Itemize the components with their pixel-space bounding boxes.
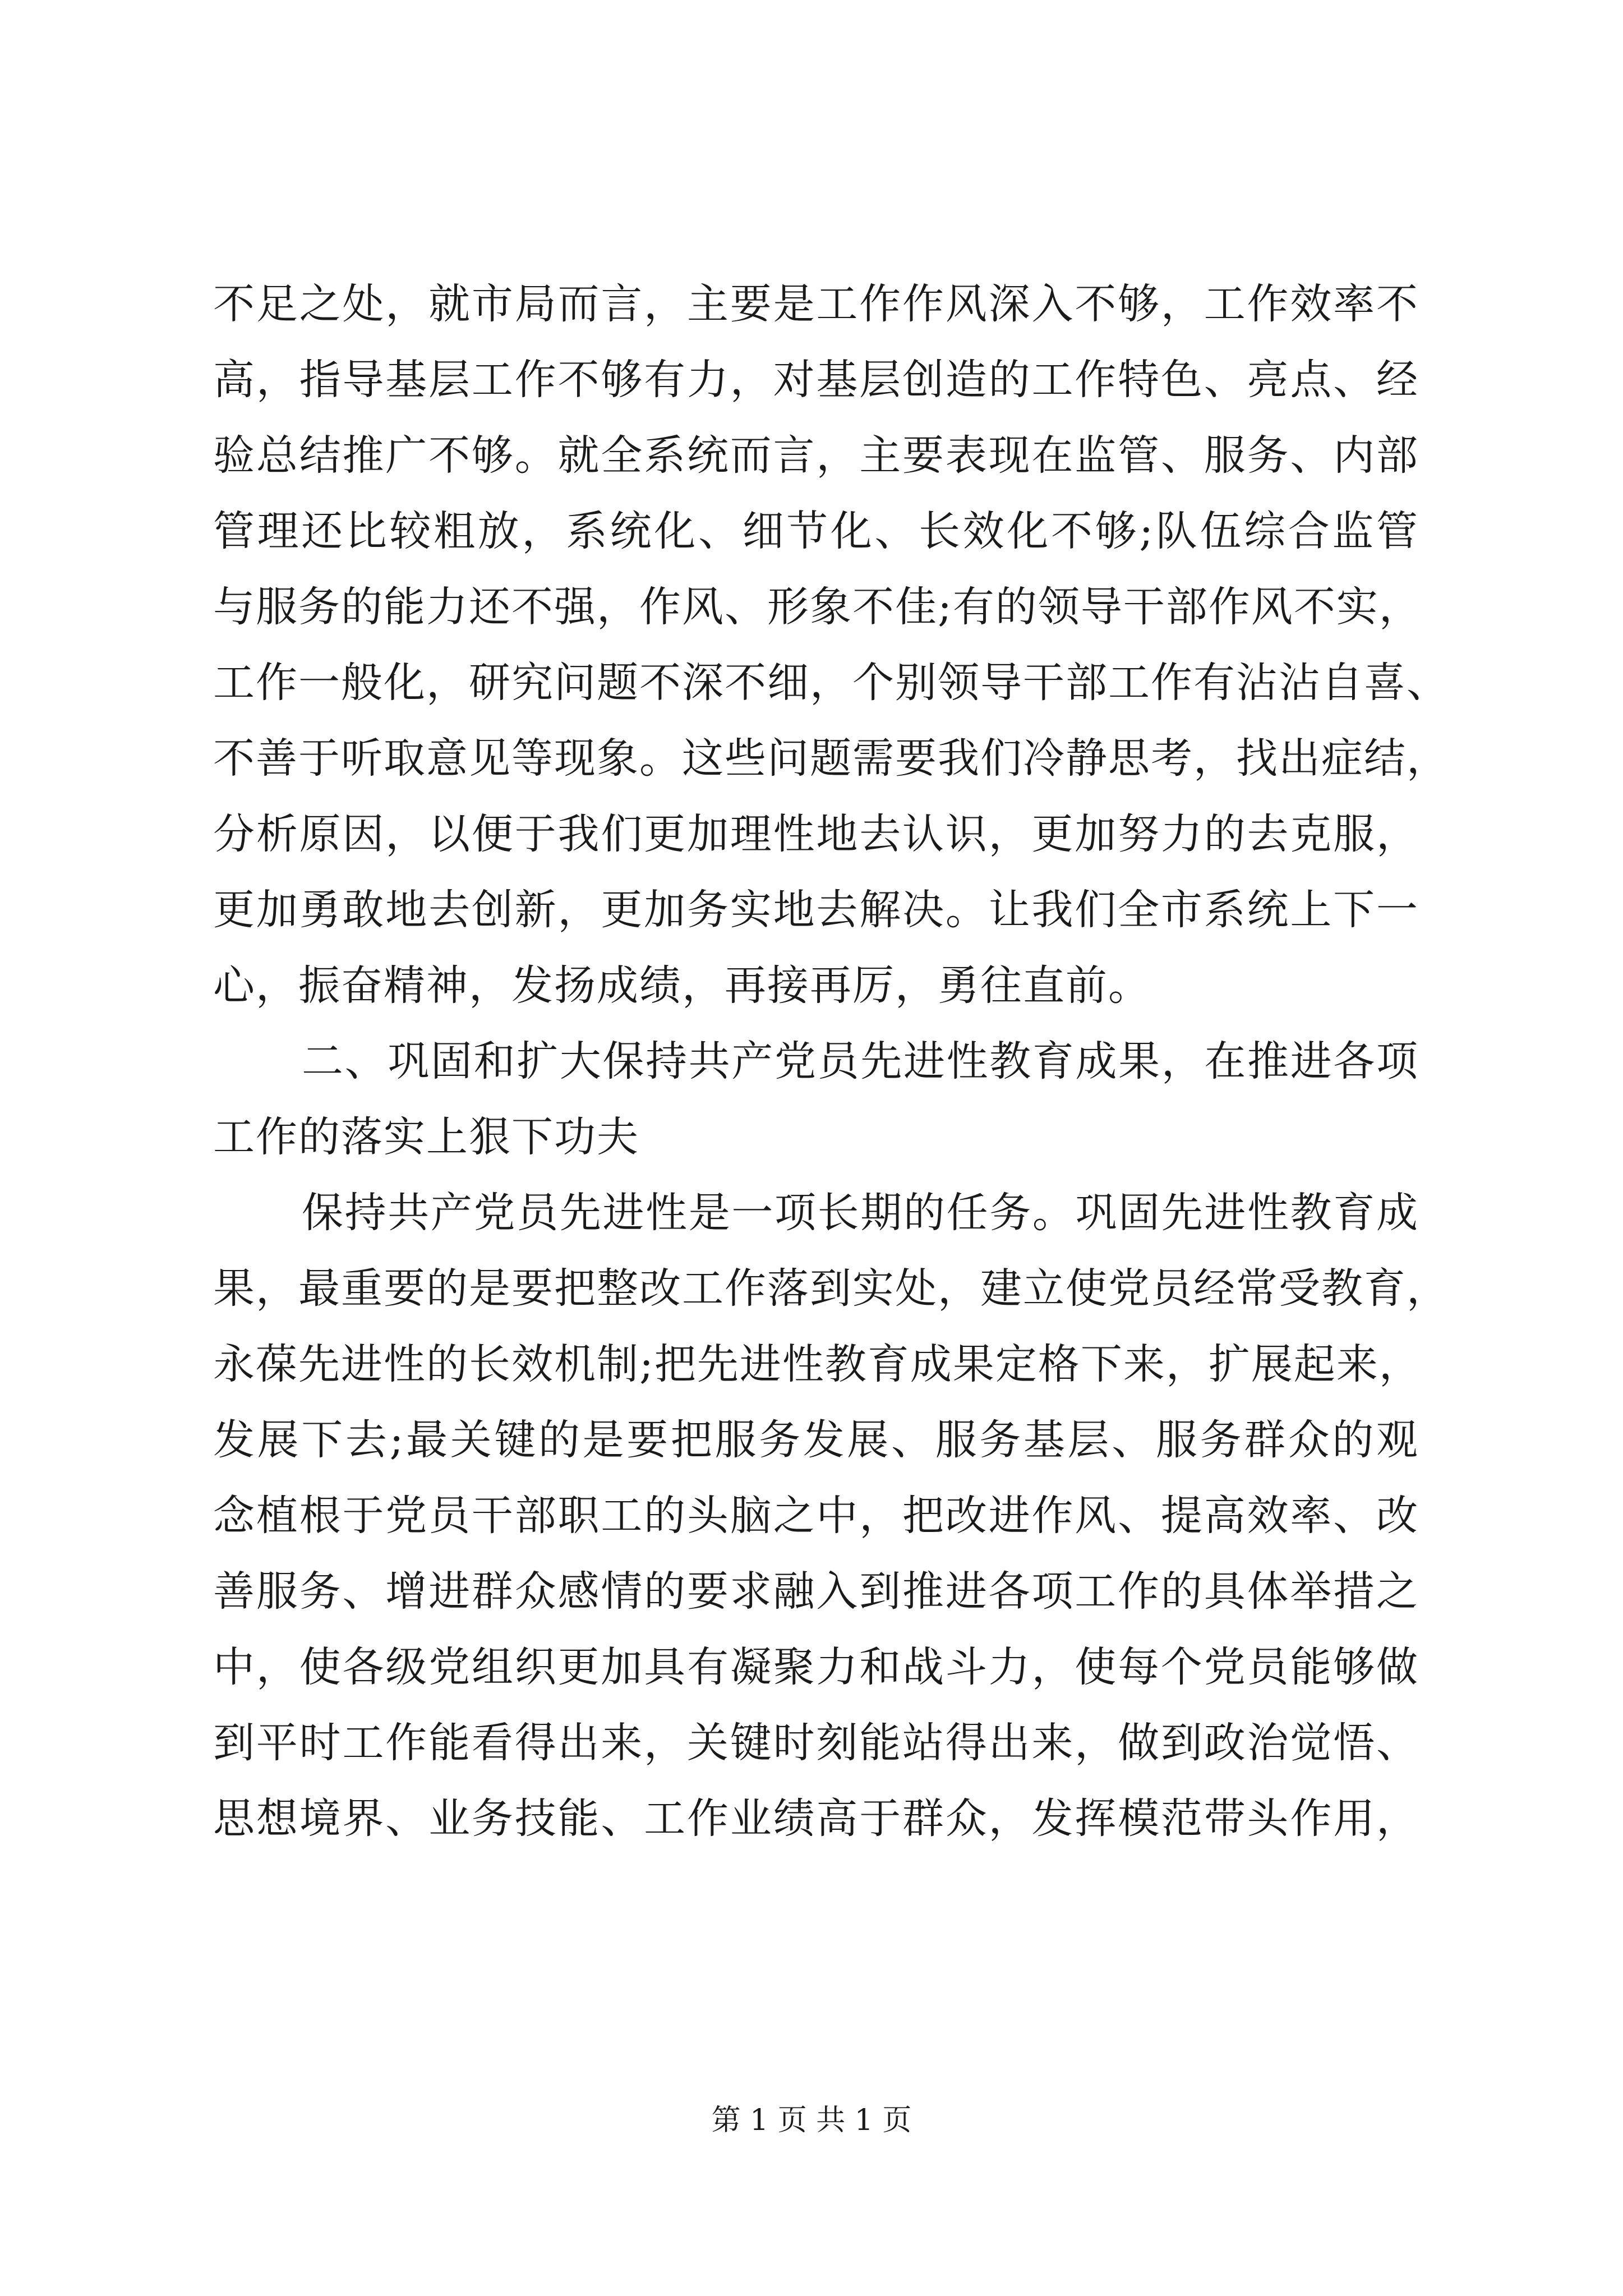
text-line-8: 分析原因，以便于我们更加理性地去认识，更加努力的去克服， bbox=[213, 810, 1419, 858]
text-line-19: 中，使各级党组织更加具有凝聚力和战斗力，使每个党员能够做 bbox=[213, 1643, 1419, 1691]
text-line-16: 发展下去;最关键的是要把服务发展、服务基层、服务群众的观 bbox=[213, 1416, 1419, 1464]
text-line-21: 思想境界、业务技能、工作业绩高于群众，发挥模范带头作用， bbox=[213, 1795, 1419, 1843]
section-heading-line-2: 工作的落实上狠下功夫 bbox=[213, 1113, 639, 1161]
text-line-5: 与服务的能力还不强，作风、形象不佳;有的领导干部作风不实， bbox=[213, 583, 1422, 631]
page-footer: 第 1 页 共 1 页 bbox=[711, 2104, 912, 2137]
text-line-17: 念植根于党员干部职工的头脑之中，把改进作风、提高效率、改 bbox=[213, 1492, 1419, 1540]
text-line-14: 果，最重要的是要把整改工作落到实处，建立使党员经常受教育， bbox=[213, 1264, 1449, 1313]
text-line-10: 心，振奋精神，发扬成绩，再接再厉，勇往直前。 bbox=[213, 961, 1151, 1010]
text-line-18: 善服务、增进群众感情的要求融入到推进各项工作的具体举措之 bbox=[213, 1567, 1419, 1616]
text-line-4: 管理还比较粗放，系统化、细节化、长效化不够;队伍综合监管 bbox=[213, 507, 1419, 555]
text-line-6: 工作一般化，研究问题不深不细，个别领导干部工作有沾沾自喜、 bbox=[213, 659, 1449, 707]
text-line-3: 验总结推广不够。就全系统而言，主要表现在监管、服务、内部 bbox=[213, 431, 1419, 480]
section-heading-line-1: 二、巩固和扩大保持共产党员先进性教育成果，在推进各项 bbox=[302, 1037, 1419, 1085]
text-line-15: 永葆先进性的长效机制;把先进性教育成果定格下来，扩展起来， bbox=[213, 1340, 1422, 1388]
text-line-13: 保持共产党员先进性是一项长期的任务。巩固先进性教育成 bbox=[302, 1189, 1419, 1237]
text-line-20: 到平时工作能看得出来，关键时刻能站得出来，做到政治觉悟、 bbox=[213, 1719, 1419, 1767]
text-line-2: 高，指导基层工作不够有力，对基层创造的工作特色、亮点、经 bbox=[213, 356, 1419, 404]
text-line-1: 不足之处，就市局而言，主要是工作作风深入不够，工作效率不 bbox=[213, 280, 1419, 328]
text-line-9: 更加勇敢地去创新，更加务实地去解决。让我们全市系统上下一 bbox=[213, 886, 1419, 934]
text-line-7: 不善于听取意见等现象。这些问题需要我们冷静思考，找出症结， bbox=[213, 734, 1449, 783]
